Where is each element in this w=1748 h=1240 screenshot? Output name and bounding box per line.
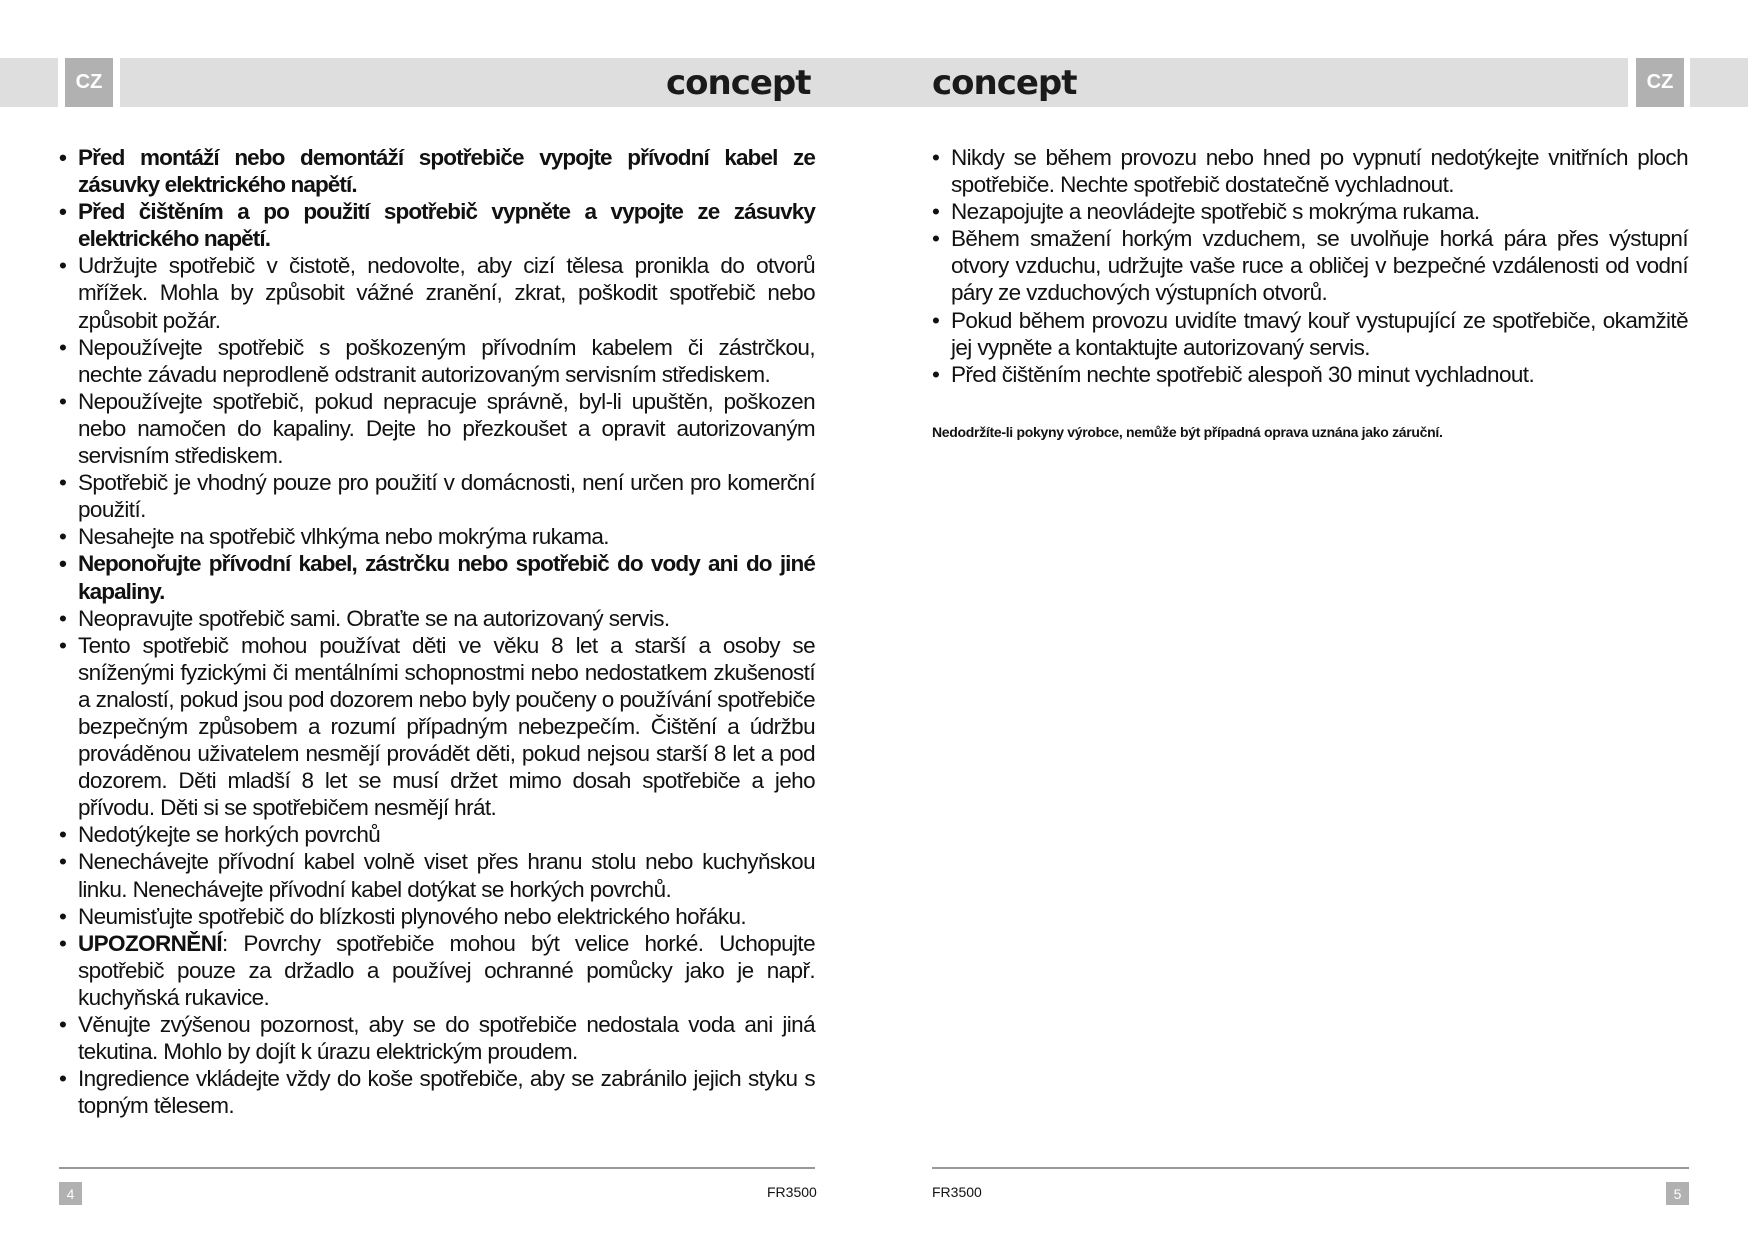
list-item: • Před čištěním a po použití spotřebič vypněte a vypojte ze zásuvky elektrického napětí.	[59, 198, 815, 252]
list-item: • Nepoužívejte spotřebič, pokud nepracuje správně, byl-li upuštěn, poškozen nebo namočen do kapaliny. Dejte ho přezkoušet a opravit autorizovaným servisním střediskem.	[59, 388, 815, 469]
list-item: • Udržujte spotřebič v čistotě, nedovolte, aby cizí tělesa pronikla do otvorů mřížek. Mohla by způsobit vážné zranění, zkrat, poškodit spotřebič nebo způsobit požár.	[59, 252, 815, 333]
brand-logo-right: concept	[932, 62, 1077, 103]
model-number-left: FR3500	[767, 1184, 817, 1200]
warranty-note: Nedodržíte-li pokyny výrobce, nemůže být případná oprava uznána jako záruční.	[932, 424, 1443, 440]
list-item: • Před montáží nebo demontáží spotřebiče vypojte přívodní kabel ze zásuvky elektrického napětí.	[59, 144, 815, 198]
header-band-right-edge	[1690, 58, 1748, 107]
list-item: • Neopravujte spotřebič sami. Obraťte se na autorizovaný servis.	[59, 605, 815, 632]
right-page-column	[932, 144, 1688, 388]
footer-rule-right	[932, 1167, 1689, 1169]
list-item: • Nenechávejte přívodní kabel volně viset přes hranu stolu nebo kuchyňskou linku. Nenechávejte přívodní kabel dotýkat se horkých povrchů.	[59, 848, 815, 902]
list-item: • Tento spotřebič mohou používat děti ve věku 8 let a starší a osoby se sníženými fyzickými či mentálními schopnostmi nebo nedostatkem zkušeností a znalostí, pokud jsou pod dozorem nebo byly poučeny o používání spotřebiče bezpečným způsobem a rozumí případným nebezpečím. Čištění a údržbu prováděnou uživatelem nesmějí provádět děti, pokud nejsou starší 8 let a pod dozorem. Děti mladší 8 let se musí držet mimo dosah spotřebiče a jeho přívodu. Děti si se spotřebičem nesmějí hrát.	[59, 632, 815, 822]
safety-list-right	[932, 144, 1688, 388]
model-number-right: FR3500	[932, 1184, 982, 1200]
list-item: • Před čištěním nechte spotřebič alespoň 30 minut vychladnout.	[932, 361, 1688, 388]
list-item: • Ingredience vkládejte vždy do koše spotřebiče, aby se zabránilo jejich styku s topným tělesem.	[59, 1065, 815, 1119]
list-item: • Nepoužívejte spotřebič s poškozeným přívodním kabelem či zástrčkou, nechte závadu neprodleně odstranit autorizovaným servisním střediskem.	[59, 334, 815, 388]
list-item: • Pokud během provozu uvidíte tmavý kouř vystupující ze spotřebiče, okamžitě jej vypněte a kontaktujte autorizovaný servis.	[932, 307, 1688, 361]
list-item: • Nedotýkejte se horkých povrchů	[59, 821, 815, 848]
list-item: • Neponořujte přívodní kabel, zástrčku nebo spotřebič do vody ani do jiné kapaliny.	[59, 550, 815, 604]
left-page-column	[59, 144, 815, 1119]
warning-label: UPOZORNĚNÍ	[78, 930, 223, 956]
footer-rule-left	[59, 1167, 815, 1169]
list-item: • Nesahejte na spotřebič vlhkýma nebo mokrýma rukama.	[59, 523, 815, 550]
warning-text: : Povrchy spotřebiče mohou být velice horké. Uchopujte spotřebič pouze za držadlo a používej ochranné pomůcky jako je např. kuchyňská rukavice.	[78, 930, 815, 1010]
page-number-left: 4	[59, 1182, 82, 1205]
header-band-left-edge	[0, 58, 58, 107]
list-item: • Nezapojujte a neovládejte spotřebič s mokrýma rukama.	[932, 198, 1688, 225]
list-item: • Neumisťujte spotřebič do blízkosti plynového nebo elektrického hořáku.	[59, 903, 815, 930]
list-item: • Nikdy se během provozu nebo hned po vypnutí nedotýkejte vnitřních ploch spotřebiče. Nechte spotřebič dostatečně vychladnout.	[932, 144, 1688, 198]
list-item: • Během smažení horkým vzduchem, se uvolňuje horká pára přes výstupní otvory vzduchu, udržujte vaše ruce a obličej v bezpečné vzdálenosti od vodní páry ze vzduchových výstupních otvorů.	[932, 225, 1688, 306]
list-item: • Věnujte zvýšenou pozornost, aby se do spotřebiče nedostala voda ani jiná tekutina. Mohlo by dojít k úrazu elektrickým proudem.	[59, 1011, 815, 1065]
list-item: • Spotřebič je vhodný pouze pro použití v domácnosti, není určen pro komerční použití.	[59, 469, 815, 523]
warning-item	[59, 930, 815, 1011]
page-number-right: 5	[1666, 1182, 1689, 1205]
brand-logo-left: concept	[666, 62, 811, 103]
language-tag-right: CZ	[1636, 58, 1684, 107]
safety-list-left	[59, 144, 815, 1119]
header-band	[120, 58, 1628, 107]
language-tag-left: CZ	[65, 58, 113, 107]
